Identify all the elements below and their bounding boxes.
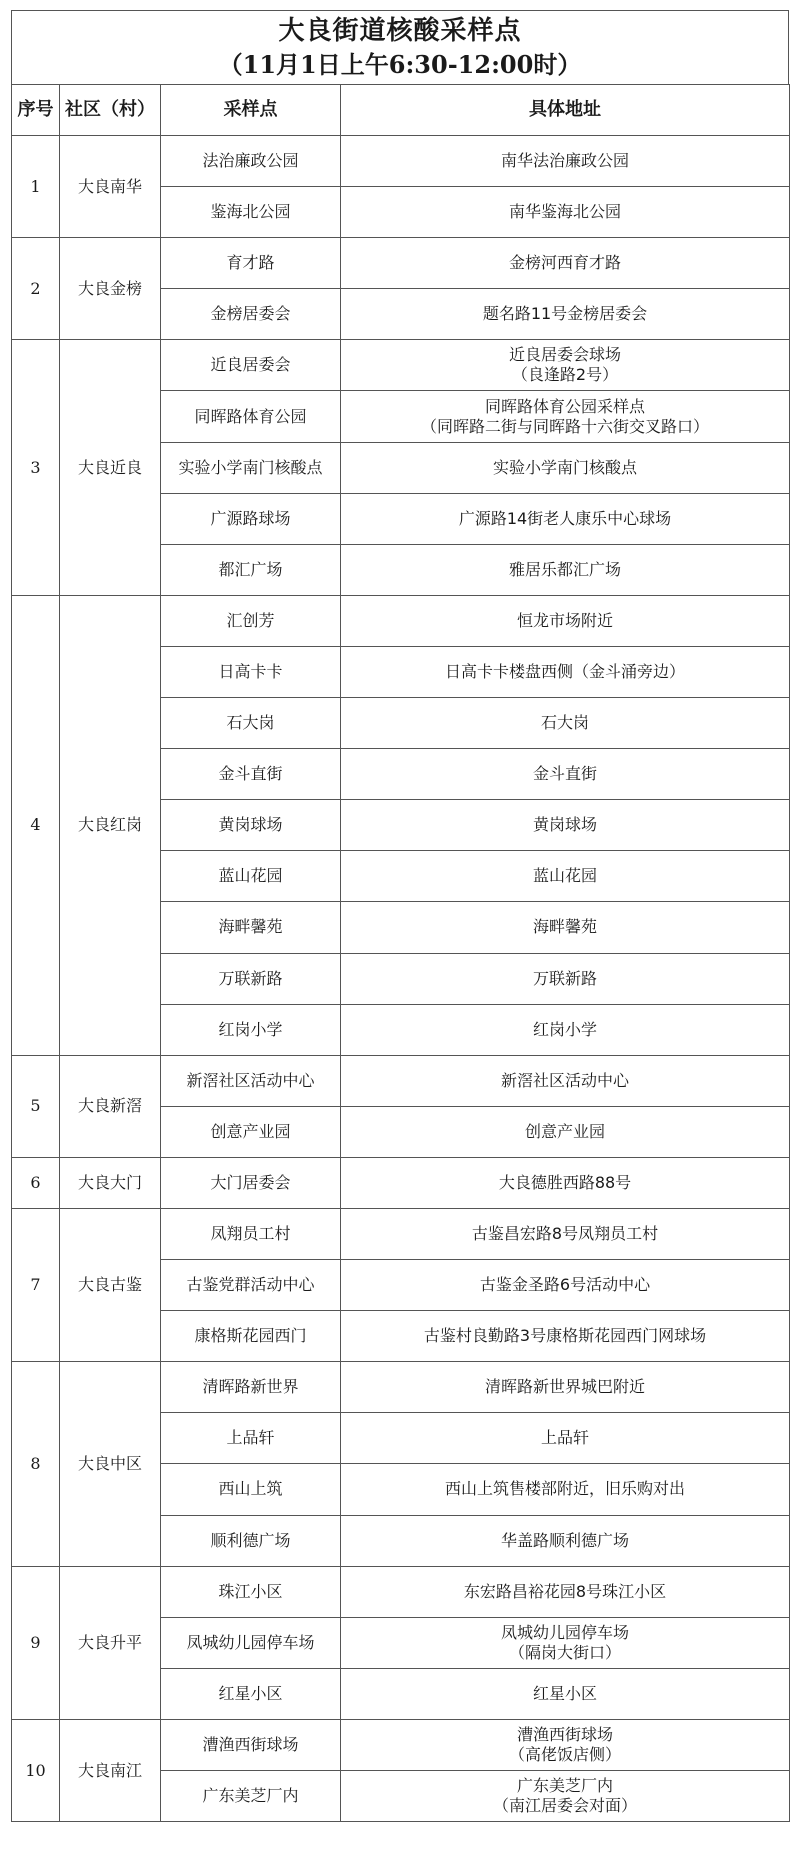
- cell-community: 大良近良: [60, 340, 161, 595]
- address-line: 同晖路体育公园采样点: [484, 396, 645, 416]
- cell-address: [341, 1464, 790, 1515]
- cell-community: 大良金榜: [60, 238, 161, 340]
- address-line: 凤城幼儿园停车场: [500, 1622, 629, 1642]
- address-line: 南华法治廉政公园: [500, 151, 629, 171]
- address-line: 海畔馨苑: [532, 917, 597, 937]
- sampling-sheet: [11, 10, 789, 1822]
- cell-site: 上品轩: [161, 1413, 341, 1464]
- cell-site: 古鉴党群活动中心: [161, 1260, 341, 1311]
- header-seq: 序号: [12, 85, 60, 136]
- address-line: 南华鉴海北公园: [508, 202, 621, 222]
- cell-site: 新滘社区活动中心: [161, 1055, 341, 1106]
- cell-address: [341, 442, 790, 493]
- cell-site: 金榜居委会: [161, 289, 341, 340]
- cell-site: 大门居委会: [161, 1157, 341, 1208]
- cell-seq: 7: [12, 1208, 60, 1361]
- table-row: [12, 1055, 790, 1106]
- address-line: 蓝山花园: [532, 866, 597, 886]
- cell-site: 日高卡卡: [161, 646, 341, 697]
- cell-site: 鉴海北公园: [161, 187, 341, 238]
- table-body: [12, 136, 790, 1822]
- address-line: 古鉴金圣路6号活动中心: [479, 1275, 651, 1295]
- cell-seq: 3: [12, 340, 60, 595]
- cell-seq: 6: [12, 1157, 60, 1208]
- cell-site: 万联新路: [161, 953, 341, 1004]
- cell-site: 凤城幼儿园停车场: [161, 1617, 341, 1668]
- address-line: 红星小区: [532, 1683, 597, 1703]
- address-line: 实验小学南门核酸点: [492, 457, 637, 477]
- table-row: [12, 136, 790, 187]
- cell-address: [341, 1668, 790, 1719]
- address-line: 金榜河西育才路: [508, 253, 621, 273]
- cell-address: [341, 391, 790, 442]
- cell-site: 广源路球场: [161, 493, 341, 544]
- cell-address: [341, 1566, 790, 1617]
- table-row: [12, 340, 790, 391]
- address-line: 万联新路: [532, 968, 597, 988]
- cell-seq: 10: [12, 1719, 60, 1821]
- cell-seq: 4: [12, 595, 60, 1055]
- table-row: [12, 238, 790, 289]
- cell-site: 金斗直街: [161, 749, 341, 800]
- table-row: [12, 1157, 790, 1208]
- cell-community: 大良古鉴: [60, 1208, 161, 1361]
- cell-address: [341, 800, 790, 851]
- address-line: 广东美芝厂内: [516, 1776, 613, 1796]
- cell-site: 珠江小区: [161, 1566, 341, 1617]
- address-line: 红岗小学: [532, 1019, 597, 1039]
- address-line: 上品轩: [540, 1428, 589, 1448]
- table-row: [12, 595, 790, 646]
- cell-address: [341, 595, 790, 646]
- cell-seq: 1: [12, 136, 60, 238]
- address-line: 广源路14街老人康乐中心球场: [458, 508, 672, 528]
- table-header-row: [12, 85, 790, 136]
- address-line: （同晖路二街与同晖路十六街交叉路口）: [420, 416, 709, 436]
- cell-address: [341, 544, 790, 595]
- cell-address: [341, 1157, 790, 1208]
- cell-site: 同晖路体育公园: [161, 391, 341, 442]
- table-row: [12, 1362, 790, 1413]
- sampling-table: [11, 84, 790, 1822]
- address-line: （隔岗大街口）: [508, 1642, 621, 1662]
- address-line: 恒龙市场附近: [516, 610, 613, 630]
- cell-site: 顺利德广场: [161, 1515, 341, 1566]
- address-line: 日高卡卡楼盘西侧（金斗涌旁边）: [444, 661, 685, 681]
- address-line: 新滘社区活动中心: [500, 1070, 629, 1090]
- address-line: 华盖路顺利德广场: [500, 1530, 629, 1550]
- address-line: （南江居委会对面）: [492, 1796, 637, 1816]
- cell-site: 实验小学南门核酸点: [161, 442, 341, 493]
- cell-address: [341, 902, 790, 953]
- address-line: 题名路11号金榜居委会: [482, 304, 648, 324]
- cell-address: [341, 1106, 790, 1157]
- cell-community: 大良红岗: [60, 595, 161, 1055]
- address-line: 雅居乐都汇广场: [508, 559, 621, 579]
- cell-site: 创意产业园: [161, 1106, 341, 1157]
- cell-address: [341, 1719, 790, 1770]
- cell-address: [341, 749, 790, 800]
- cell-site: 蓝山花园: [161, 851, 341, 902]
- address-line: 漕渔西街球场: [516, 1724, 613, 1744]
- cell-community: 大良南华: [60, 136, 161, 238]
- address-line: 金斗直街: [532, 764, 597, 784]
- cell-site: 康格斯花园西门: [161, 1311, 341, 1362]
- cell-seq: 9: [12, 1566, 60, 1719]
- cell-address: [341, 1413, 790, 1464]
- cell-site: 凤翔员工村: [161, 1208, 341, 1259]
- page-title: 大良街道核酸采样点: [278, 16, 522, 46]
- cell-address: [341, 187, 790, 238]
- cell-site: 清晖路新世界: [161, 1362, 341, 1413]
- cell-community: 大良大门: [60, 1157, 161, 1208]
- cell-seq: 5: [12, 1055, 60, 1157]
- cell-site: 红星小区: [161, 1668, 341, 1719]
- address-line: 东宏路昌裕花园8号珠江小区: [463, 1581, 667, 1601]
- cell-site: 育才路: [161, 238, 341, 289]
- cell-address: [341, 238, 790, 289]
- cell-address: [341, 493, 790, 544]
- cell-community: 大良南江: [60, 1719, 161, 1821]
- cell-address: [341, 851, 790, 902]
- cell-site: 汇创芳: [161, 595, 341, 646]
- cell-site: 都汇广场: [161, 544, 341, 595]
- cell-site: 近良居委会: [161, 340, 341, 391]
- address-line: （良逢路2号）: [511, 365, 619, 385]
- header-address: 具体地址: [341, 85, 790, 136]
- cell-site: 法治廉政公园: [161, 136, 341, 187]
- title-block: [11, 10, 789, 84]
- cell-community: 大良中区: [60, 1362, 161, 1566]
- address-line: 大良德胜西路88号: [498, 1172, 632, 1192]
- cell-address: [341, 1311, 790, 1362]
- cell-site: 红岗小学: [161, 1004, 341, 1055]
- address-line: 石大岗: [540, 713, 589, 733]
- address-line: 近良居委会球场: [508, 345, 621, 365]
- cell-site: 石大岗: [161, 698, 341, 749]
- cell-address: [341, 646, 790, 697]
- cell-site: 西山上筑: [161, 1464, 341, 1515]
- table-row: [12, 1566, 790, 1617]
- cell-community: 大良新滘: [60, 1055, 161, 1157]
- address-line: 古鉴村良勤路3号康格斯花园西门网球场: [423, 1326, 707, 1346]
- address-line: （高佬饭店侧）: [508, 1744, 621, 1764]
- cell-site: 海畔馨苑: [161, 902, 341, 953]
- cell-address: [341, 1208, 790, 1259]
- address-line: 黄岗球场: [532, 815, 597, 835]
- address-line: 清晖路新世界城巴附近: [484, 1377, 645, 1397]
- table-row: [12, 1719, 790, 1770]
- cell-address: [341, 340, 790, 391]
- cell-site: 广东美芝厂内: [161, 1771, 341, 1822]
- address-line: 创意产业园: [524, 1121, 605, 1141]
- cell-site: 漕渔西街球场: [161, 1719, 341, 1770]
- cell-address: [341, 136, 790, 187]
- cell-address: [341, 1055, 790, 1106]
- cell-seq: 2: [12, 238, 60, 340]
- address-line: 古鉴昌宏路8号凤翔员工村: [471, 1224, 659, 1244]
- cell-address: [341, 1362, 790, 1413]
- header-site: 采样点: [161, 85, 341, 136]
- cell-address: [341, 1004, 790, 1055]
- table-row: [12, 1208, 790, 1259]
- cell-address: [341, 1771, 790, 1822]
- cell-address: [341, 1260, 790, 1311]
- cell-site: 黄岗球场: [161, 800, 341, 851]
- address-line: 西山上筑售楼部附近，旧乐购对出: [444, 1479, 685, 1499]
- cell-address: [341, 1617, 790, 1668]
- cell-address: [341, 953, 790, 1004]
- header-community: 社区（村）: [60, 85, 161, 136]
- cell-address: [341, 1515, 790, 1566]
- cell-address: [341, 698, 790, 749]
- cell-community: 大良升平: [60, 1566, 161, 1719]
- cell-seq: 8: [12, 1362, 60, 1566]
- cell-address: [341, 289, 790, 340]
- page-subtitle: （11月1日上午6:30-12:00时）: [218, 50, 582, 79]
